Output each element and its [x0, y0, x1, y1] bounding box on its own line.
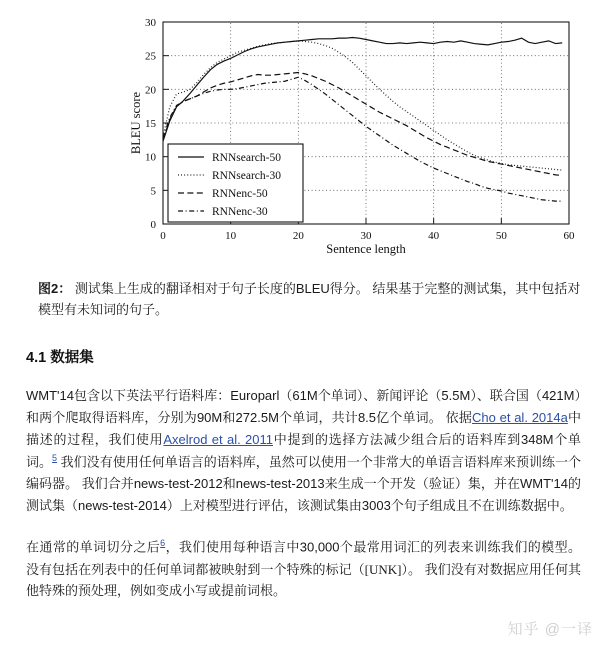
x-tick-label: 30 [360, 230, 372, 242]
para2-text-1: 在通常的单词切分之后 [26, 539, 161, 555]
chart-legend [168, 144, 303, 222]
citation-link-axelrod-2011[interactable]: Axelrod et al. 2011 [163, 431, 274, 447]
x-tick-label: 0 [160, 230, 166, 242]
x-tick-label: 20 [292, 230, 304, 242]
para2-text-2: ，我们使用每种语言中30,000个最常用词汇的列表来训练我们的模型。 没有包括在列表中的任何单词都被映射到一个特殊的标记（ [26, 539, 581, 577]
figure-caption [26, 278, 581, 320]
y-tick-label: 30 [145, 17, 156, 29]
para1-text-4: 我们没有使用任何单语言的语料库，虽然可以使用一个非常大的单语言语料库来预训练一个编码器。 我们合并news-test-2012和news-test-2013来生成一个开发（验证）集，并在WMT'14的测试集（news-test-2014）上对模型进行评估，该测试集由3003个句子组成且不在训练数据中。 [26, 453, 581, 513]
y-tick-label: 5 [150, 185, 156, 198]
para2-text-3: ）。 我们没有对数据应用任何其他特殊的预处理，例如变成小写或提前词根。 [26, 561, 581, 599]
x-tick-label: 50 [495, 230, 507, 242]
x-tick-label: 60 [563, 230, 575, 242]
legend-label-rnnenc-30: RNNenc-30 [212, 206, 268, 218]
watermark: 知乎 @一译 [507, 621, 593, 638]
x-tick-label: 40 [428, 230, 440, 242]
figure-caption-label: 图2： [38, 281, 72, 296]
y-axis-title: BLEU score [129, 91, 143, 155]
unk-token: [UNK] [364, 561, 402, 577]
paragraph-tokenization [26, 536, 581, 602]
figure-caption-text: 测试集上生成的翻译相对于句子长度的BLEU得分。 结果基于完整的测试集，其中包括对模型有未知词的句子。 [38, 281, 581, 318]
document-body [0, 262, 607, 602]
y-tick-label: 10 [145, 151, 156, 164]
legend-label-rnnenc-50: RNNenc-50 [212, 188, 268, 200]
paragraph-datasets [26, 385, 581, 516]
para1-text-2: 中描述的过程，我们使用 [26, 409, 581, 447]
figure-block [0, 0, 607, 262]
para1-text-1: WMT'14包含以下英法平行语料库：Europarl（61M个单词）、新闻评论（5.5M）、联合国（421M）和两个爬取得语料库，分别为90M和272.5M个单词，共计8.5亿个单词。 依据 [26, 388, 581, 425]
y-tick-label: 25 [145, 50, 156, 63]
citation-link-cho-2014a[interactable]: Cho et al. 2014a [471, 409, 568, 425]
footnote-marker-5[interactable]: 5 [52, 452, 58, 463]
footnote-marker-6[interactable]: 6 [160, 538, 166, 549]
section-title: 数据集 [50, 350, 94, 367]
section-number: 4.1 [26, 350, 47, 367]
para1-text-3: 中提到的选择方法减少组合后的语料库到348M个单词。 [26, 431, 581, 469]
y-tick-label: 20 [145, 84, 156, 97]
x-tick-label: 10 [225, 230, 237, 242]
y-tick-label: 0 [150, 219, 156, 231]
y-tick-label: 15 [145, 118, 156, 130]
legend-label-rnnsearch-50: RNNsearch-50 [212, 152, 281, 164]
bleu-score-line-chart [0, 0, 607, 262]
x-axis-title: Sentence length [326, 242, 406, 256]
section-heading [26, 346, 581, 367]
legend-label-rnnsearch-30: RNNsearch-30 [212, 170, 281, 182]
